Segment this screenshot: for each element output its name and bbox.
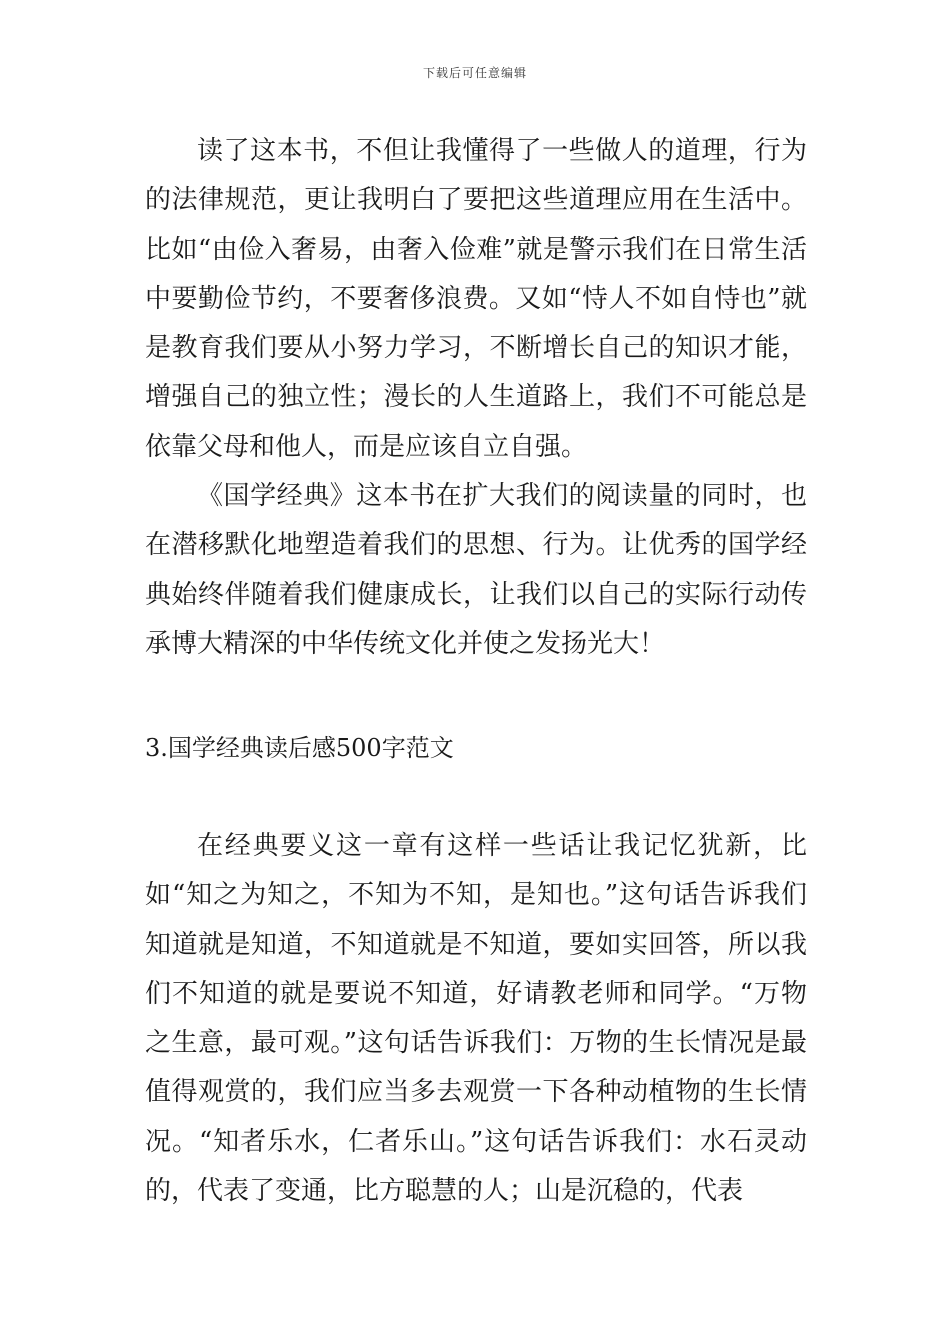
paragraph-classics-influence: 《国学经典》这本书在扩大我们的阅读量的同时，也在潜移默化地塑造着我们的思想、行为。让优秀的国学经典始终伴随着我们健康成长，让我们以自己的实际行动传承博大精深的中华传统文化并使之发扬光大！: [145, 481, 807, 659]
paragraph-section-body: 在经典要义这一章有这样一些话让我记忆犹新，比如“知之为知之，不知为不知，是知也。”这句话告诉我们知道就是知道，不知道就是不知道，要如实回答，所以我们不知道的就是要说不知道，好请教老师和同学。“万物之生意，最可观。”这句话告诉我们：万物的生长情况是最值得观赏的，我们应当多去观赏一下各种动植物的生长情况。“知者乐水，仁者乐山。”这句话告诉我们：水石灵动的，代表了变通，比方聪慧的人；山是沉稳的，代表: [145, 831, 807, 1207]
section-heading: 3.国学经典读后感500字范文: [145, 734, 454, 762]
paragraph-reflection: 读了这本书，不但让我懂得了一些做人的道理，行为的法律规范，更让我明白了要把这些道理应用在生活中。比如“由俭入奢易，由奢入俭难”就是警示我们在日常生活中要勤俭节约，不要奢侈浪费。又如“恃人不如自恃也”就是教育我们要从小努力学习，不断增长自己的知识才能，增强自己的独立性；漫长的人生道路上，我们不可能总是依靠父母和他人，而是应该自立自强。: [145, 136, 807, 462]
page-header-note: 下载后可任意编辑: [422, 66, 527, 80]
